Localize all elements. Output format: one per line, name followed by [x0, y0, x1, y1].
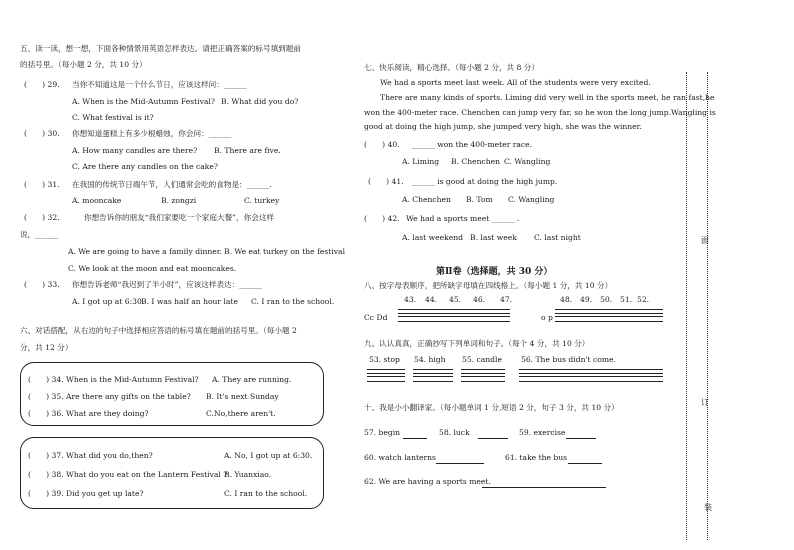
- section-10-heading: 十、我是小小翻译家。（每小题单词 1 分,短语 2 分，句子 3 分，共 10 分）: [364, 403, 619, 412]
- four-line-writing-area[interactable]: [461, 369, 505, 382]
- blank-number: 48.: [560, 295, 573, 304]
- blank-number: 50.: [600, 295, 613, 304]
- question-text: 当你不知道这是一个什么节日，应该这样问：______: [72, 80, 247, 89]
- blank-number: 51.: [620, 295, 633, 304]
- option-b: B. Chenchen: [451, 157, 501, 166]
- option-b: B. We eat turkey on the festival: [224, 247, 346, 256]
- match-question[interactable]: ( ) 37. What did you do,then?: [28, 451, 153, 460]
- section-7-heading: 七、快乐阅读，精心选择。（每小题 2 分，共 8 分）: [364, 63, 539, 72]
- option-b: B. zongzi: [161, 196, 197, 205]
- copy-item: 56. The bus didn't come.: [521, 355, 616, 364]
- option-b: B. There are five.: [214, 146, 281, 155]
- blank-number: 49.: [580, 295, 593, 304]
- section-6-heading: 六、对话搭配，从右边的句子中选择相应答语的标号填在题前的括号里。（每小题 2: [20, 326, 297, 335]
- blank-number: 44.: [425, 295, 438, 304]
- translate-item: 57. begin: [364, 428, 401, 437]
- answer-blank[interactable]: [403, 430, 427, 439]
- copy-item: 55. candle: [462, 355, 502, 364]
- blank-number: 45.: [449, 295, 462, 304]
- question-text: ______ is good at doing the high jump.: [412, 177, 558, 186]
- option-a: A. Liming: [402, 157, 440, 166]
- option-c: C. I ran to the school.: [251, 297, 335, 306]
- question-text: 你想告诉老师“我迟到了半小时”，应该这样表达：______: [72, 280, 263, 289]
- option-a: A. How many candles are there?: [72, 146, 198, 155]
- dotted-line: [707, 72, 708, 540]
- option-a: A. I got up at 6:30.: [72, 297, 145, 306]
- question-number[interactable]: ( ) 41.: [368, 177, 404, 186]
- option-c: C. Wangling: [504, 157, 551, 166]
- blank-number: 46.: [473, 295, 486, 304]
- four-line-writing-area[interactable]: [413, 369, 453, 382]
- option-b: B. last week: [470, 233, 517, 242]
- match-question[interactable]: ( ) 36. What are they doing?: [28, 409, 149, 418]
- option-b: B. Tom: [466, 195, 493, 204]
- option-c: C. We look at the moon and eat mooncakes.: [68, 264, 237, 273]
- passage-line: There are many kinds of sports. Liming did very well in the sports meet, he ran fast,he: [380, 93, 715, 102]
- section-6-heading-cont: 分，共 12 分）: [20, 343, 73, 352]
- question-number[interactable]: ( ) 42.: [364, 214, 400, 223]
- option-a: A. mooncake: [72, 196, 122, 205]
- option-b: B. What did you do?: [221, 97, 299, 106]
- blank-number: 43.: [404, 295, 417, 304]
- answer-blank[interactable]: [568, 455, 602, 464]
- given-letters: o p: [541, 313, 553, 322]
- question-text: 在我国的传统节日端午节，人们通常会吃的食物是：______.: [72, 180, 272, 189]
- match-answer: C.No,there aren't.: [206, 409, 276, 418]
- margin-char: 订: [701, 398, 709, 407]
- blank-number: 52.: [637, 295, 650, 304]
- passage-line: good at doing the high jump, she jumped very high, she was the winner.: [364, 122, 642, 131]
- question-text: 你想知道蛋糕上有多少根蜡烛，你会问：______: [72, 129, 232, 138]
- question-text: We had a sports meet ______ .: [406, 214, 520, 223]
- question-number[interactable]: ( ) 40.: [364, 140, 400, 149]
- answer-blank[interactable]: [566, 430, 596, 439]
- passage-line: We had a sports meet last week. All of the students were very excited.: [380, 78, 651, 87]
- translate-item: 62. We are having a sports meet.: [364, 477, 491, 486]
- match-answer: A. They are running.: [212, 375, 292, 384]
- match-answer: B. It's next Sunday: [206, 392, 279, 401]
- option-a: A. Chenchen: [402, 195, 451, 204]
- option-c: C. last night: [534, 233, 581, 242]
- option-a: A. last weekend: [402, 233, 463, 242]
- passage-line: won the 400-meter race. Chenchen can jump very far, so he won the long jump.Wangling is: [364, 108, 716, 117]
- four-line-writing-area[interactable]: [398, 309, 510, 322]
- translate-item: 59. exercise: [519, 428, 566, 437]
- match-answer: B. Yuanxiao.: [224, 470, 272, 479]
- margin-char: 面: [701, 236, 709, 245]
- section-9-heading: 九、认认真真，正确抄写下列单词和句子。（每个 4 分，共 10 分）: [364, 339, 590, 348]
- option-a: A. We are going to have a family dinner.: [68, 247, 222, 256]
- question-number[interactable]: ( ) 33.: [24, 280, 60, 289]
- match-question[interactable]: ( ) 35. Are there any gifts on the table?: [28, 392, 191, 401]
- copy-item: 53. stop: [369, 355, 400, 364]
- match-answer: C. I ran to the school.: [224, 489, 308, 498]
- blank-number: 47.: [500, 295, 513, 304]
- match-question[interactable]: ( ) 39. Did you get up late?: [28, 489, 144, 498]
- match-question[interactable]: ( ) 34. When is the Mid-Autumn Festival?: [28, 375, 199, 384]
- option-c: C. Are there any candles on the cake?: [72, 162, 218, 171]
- four-line-writing-area[interactable]: [555, 309, 663, 322]
- four-line-writing-area[interactable]: [519, 369, 663, 382]
- four-line-writing-area[interactable]: [367, 369, 405, 382]
- question-number[interactable]: ( ) 31.: [24, 180, 60, 189]
- section-5-heading: 五、读一读，想一想，下面各种情景用英语怎样表达。请把正确答案的标号填到题前: [20, 44, 301, 53]
- option-a: A. When is the Mid-Autumn Festival?: [72, 97, 215, 106]
- option-c: C. What festival is it?: [72, 113, 154, 122]
- answer-blank[interactable]: [482, 479, 606, 488]
- section-8-heading: 八、按字母表顺序，把所缺字母填在四线格上。（每小题 1 分，共 10 分）: [364, 281, 613, 290]
- question-text: ______ won the 400-meter race.: [412, 140, 533, 149]
- question-text-cont: 说，______: [20, 230, 58, 239]
- translate-item: 60. watch lanterns: [364, 453, 436, 462]
- translate-item: 58. luck: [439, 428, 470, 437]
- question-number[interactable]: ( ) 32.: [24, 213, 60, 222]
- dotted-line: [686, 72, 687, 540]
- part-2-title: 第Ⅱ卷（选择题，共 30 分）: [436, 267, 553, 277]
- section-5-heading-cont: 的括号里。（每小题 2 分，共 10 分）: [20, 60, 147, 69]
- match-answer: A. No, I got up at 6:30.: [224, 451, 313, 460]
- answer-blank[interactable]: [436, 455, 484, 464]
- option-c: C. Wangling: [508, 195, 555, 204]
- answer-blank[interactable]: [478, 430, 508, 439]
- question-text: 你想告诉你的朋友“我们家要吃一个家庭大餐”，你会这样: [84, 213, 275, 222]
- copy-item: 54. high: [414, 355, 446, 364]
- question-number[interactable]: ( ) 30.: [24, 129, 60, 138]
- translate-item: 61. take the bus: [505, 453, 568, 462]
- question-number[interactable]: ( ) 29.: [24, 80, 60, 89]
- given-letters: Cc Dd: [364, 313, 388, 322]
- option-c: C. turkey: [244, 196, 280, 205]
- option-b: B. I was half an hour late: [141, 297, 238, 306]
- margin-char: 装: [704, 503, 712, 512]
- match-question[interactable]: ( ) 38. What do you eat on the Lantern Festival ?: [28, 470, 228, 479]
